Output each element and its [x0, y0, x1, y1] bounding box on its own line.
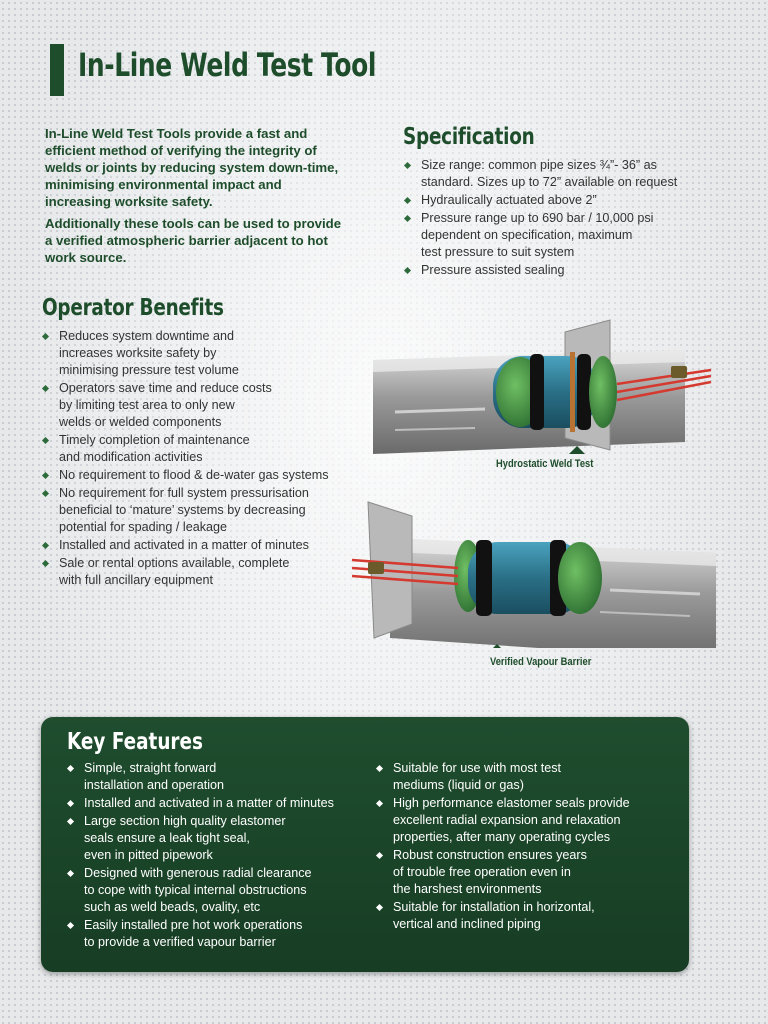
list-item: Installed and activated in a matter of minutes: [41, 537, 361, 554]
list-item: Pressure range up to 690 bar / 10,000 psi dependent on specification, maximum test pressure to suit system: [403, 210, 703, 261]
verified-vapour-barrier-illustration: [350, 498, 720, 648]
specification-list: [403, 157, 703, 280]
operator-benefits-heading: Operator Benefits: [42, 295, 224, 321]
list-item: Easily installed pre hot work operations to provide a verified vapour barrier: [66, 917, 366, 951]
key-features-panel: [41, 717, 689, 972]
list-item: Operators save time and reduce costs by limiting test area to only new welds or welded components: [41, 380, 361, 431]
list-item: High performance elastomer seals provide excellent radial expansion and relaxation properties, after many operating cycles: [375, 795, 675, 846]
hydrostatic-weld-test-caption: Hydrostatic Weld Test: [496, 458, 594, 470]
key-features-right-list: [375, 760, 675, 934]
list-item: Installed and activated in a matter of minutes: [66, 795, 366, 812]
intro-paragraph: Additionally these tools can be used to provide a verified atmospheric barrier adjacent to hot work source.: [45, 216, 342, 265]
list-item: Large section high quality elastomer seals ensure a leak tight seal, even in pitted pipework: [66, 813, 366, 864]
operator-benefits-list: [41, 328, 361, 590]
list-item: Designed with generous radial clearance to cope with typical internal obstructions such as weld beads, ovality, etc: [66, 865, 366, 916]
list-item: Simple, straight forward installation and operation: [66, 760, 366, 794]
title-accent-bar: [50, 44, 64, 96]
list-item: No requirement for full system pressurisation beneficial to ‘mature’ systems by decreasing potential for spading / leakage: [41, 485, 361, 536]
specification-heading: Specification: [403, 124, 535, 150]
list-item: Pressure assisted sealing: [403, 262, 703, 279]
list-item: Suitable for installation in horizontal, vertical and inclined piping: [375, 899, 675, 933]
intro-text: [45, 125, 345, 271]
page-title: In-Line Weld Test Tool: [78, 46, 377, 84]
list-item: Size range: common pipe sizes ¾”- 36” as standard. Sizes up to 72” available on request: [403, 157, 703, 191]
key-features-left-list: [66, 760, 366, 952]
list-item: Timely completion of maintenance and modification activities: [41, 432, 361, 466]
hydrostatic-weld-test-illustration: [365, 312, 725, 462]
intro-paragraph: In-Line Weld Test Tools provide a fast and efficient method of verifying the integrity of welds or joints by reducing system down-time, minimising environmental impact and increasing worksite safety.: [45, 126, 339, 209]
list-item: Sale or rental options available, complete with full ancillary equipment: [41, 555, 361, 589]
list-item: Hydraulically actuated above 2”: [403, 192, 703, 209]
list-item: Reduces system downtime and increases worksite safety by minimising pressure test volume: [41, 328, 361, 379]
list-item: Robust construction ensures years of trouble free operation even in the harshest environments: [375, 847, 675, 898]
key-features-heading: Key Features: [67, 729, 203, 755]
list-item: No requirement to flood & de-water gas systems: [41, 467, 361, 484]
list-item: Suitable for use with most test mediums (liquid or gas): [375, 760, 675, 794]
verified-vapour-barrier-caption: Verified Vapour Barrier: [490, 656, 592, 668]
